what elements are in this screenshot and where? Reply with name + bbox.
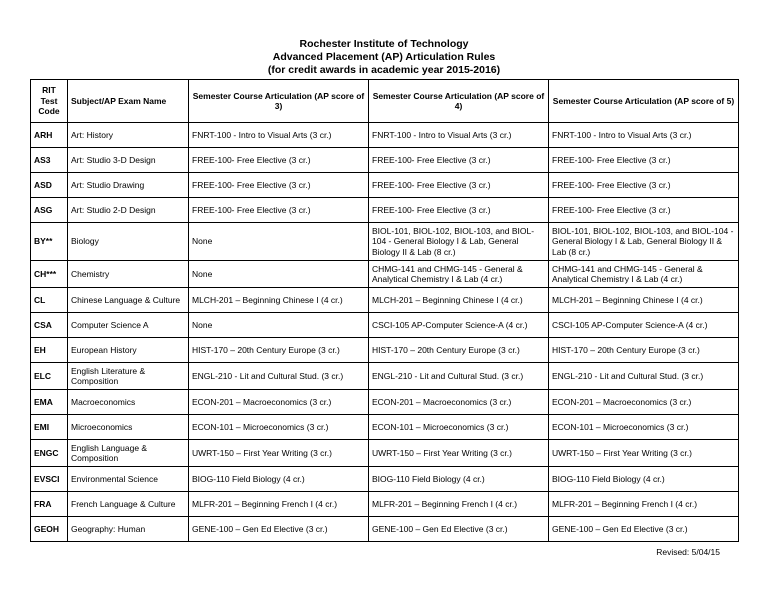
row-score-5: CHMG-141 and CHMG-145 - General & Analytical Chemistry I & Lab (4 cr.) (549, 261, 739, 288)
table-row (31, 148, 739, 173)
row-score-5: BIOL-101, BIOL-102, BIOL-103, and BIOL-104 - General Biology I & Lab, General Biology II & Lab (8 cr.) (549, 223, 739, 261)
row-code: CH*** (31, 261, 68, 288)
row-score-5: FREE-100- Free Elective (3 cr.) (549, 198, 739, 223)
row-code: ENGC (31, 440, 68, 467)
row-subject: Art: Studio Drawing (68, 173, 189, 198)
table-body (31, 123, 739, 542)
row-score-3: FREE-100- Free Elective (3 cr.) (189, 173, 369, 198)
table-row (31, 492, 739, 517)
table-row (31, 440, 739, 467)
row-code: ELC (31, 363, 68, 390)
row-code: AS3 (31, 148, 68, 173)
row-code: EH (31, 338, 68, 363)
row-score-5: ECON-201 – Macroeconomics (3 cr.) (549, 390, 739, 415)
row-score-3: UWRT-150 – First Year Writing (3 cr.) (189, 440, 369, 467)
table-row (31, 415, 739, 440)
row-score-5: BIOG-110 Field Biology (4 cr.) (549, 467, 739, 492)
row-score-4: ECON-201 – Macroeconomics (3 cr.) (369, 390, 549, 415)
row-score-5: CSCI-105 AP-Computer Science-A (4 cr.) (549, 313, 739, 338)
row-score-4: FNRT-100 - Intro to Visual Arts (3 cr.) (369, 123, 549, 148)
row-subject: French Language & Culture (68, 492, 189, 517)
row-subject: Chinese Language & Culture (68, 288, 189, 313)
row-code: GEOH (31, 517, 68, 542)
table-row (31, 223, 739, 261)
row-score-5: ECON-101 – Microeconomics (3 cr.) (549, 415, 739, 440)
row-subject: Art: Studio 2-D Design (68, 198, 189, 223)
table-row (31, 173, 739, 198)
row-subject: Chemistry (68, 261, 189, 288)
row-score-3: BIOG-110 Field Biology (4 cr.) (189, 467, 369, 492)
table-row (31, 198, 739, 223)
table-row (31, 123, 739, 148)
document-title: Rochester Institute of Technology (299, 38, 469, 50)
row-score-3: None (189, 261, 369, 288)
row-score-4: ENGL-210 - Lit and Cultural Stud. (3 cr.) (369, 363, 549, 390)
row-score-3: FREE-100- Free Elective (3 cr.) (189, 198, 369, 223)
row-subject: Computer Science A (68, 313, 189, 338)
row-subject: Biology (68, 223, 189, 261)
row-score-5: MLCH-201 – Beginning Chinese I (4 cr.) (549, 288, 739, 313)
table-row (31, 390, 739, 415)
header-score-4: Semester Course Articulation (AP score of 4) (369, 80, 549, 123)
row-score-3: ECON-101 – Microeconomics (3 cr.) (189, 415, 369, 440)
articulation-table (30, 79, 739, 542)
table-header-row (31, 80, 739, 123)
row-code: EMA (31, 390, 68, 415)
document-subtitle: Advanced Placement (AP) Articulation Rules (272, 51, 496, 63)
row-subject: European History (68, 338, 189, 363)
row-score-4: CSCI-105 AP-Computer Science-A (4 cr.) (369, 313, 549, 338)
row-code: BY** (31, 223, 68, 261)
row-score-3: HIST-170 – 20th Century Europe (3 cr.) (189, 338, 369, 363)
row-score-4: ECON-101 – Microeconomics (3 cr.) (369, 415, 549, 440)
row-score-4: CHMG-141 and CHMG-145 - General & Analytical Chemistry I & Lab (4 cr.) (369, 261, 549, 288)
table-row (31, 313, 739, 338)
row-score-3: ENGL-210 - Lit and Cultural Stud. (3 cr.) (189, 363, 369, 390)
row-score-5: UWRT-150 – First Year Writing (3 cr.) (549, 440, 739, 467)
row-score-5: ENGL-210 - Lit and Cultural Stud. (3 cr.) (549, 363, 739, 390)
header-subject: Subject/AP Exam Name (68, 80, 189, 123)
table-row (31, 467, 739, 492)
row-score-5: MLFR-201 – Beginning French I (4 cr.) (549, 492, 739, 517)
row-score-4: UWRT-150 – First Year Writing (3 cr.) (369, 440, 549, 467)
row-score-3: None (189, 223, 369, 261)
row-score-5: HIST-170 – 20th Century Europe (3 cr.) (549, 338, 739, 363)
row-subject: Art: History (68, 123, 189, 148)
row-score-4: FREE-100- Free Elective (3 cr.) (369, 173, 549, 198)
table-row (31, 363, 739, 390)
row-score-4: FREE-100- Free Elective (3 cr.) (369, 148, 549, 173)
header-test-code: RIT Test Code (31, 80, 68, 123)
row-code: ARH (31, 123, 68, 148)
row-subject: Microeconomics (68, 415, 189, 440)
row-score-4: HIST-170 – 20th Century Europe (3 cr.) (369, 338, 549, 363)
row-score-4: FREE-100- Free Elective (3 cr.) (369, 198, 549, 223)
row-subject: Geography: Human (68, 517, 189, 542)
row-code: ASD (31, 173, 68, 198)
row-code: EVSCI (31, 467, 68, 492)
table-row (31, 338, 739, 363)
row-score-5: FREE-100- Free Elective (3 cr.) (549, 173, 739, 198)
row-code: EMI (31, 415, 68, 440)
row-subject: Environmental Science (68, 467, 189, 492)
header-score-5: Semester Course Articulation (AP score of 5) (549, 80, 739, 123)
row-score-3: MLCH-201 – Beginning Chinese I (4 cr.) (189, 288, 369, 313)
row-score-4: MLFR-201 – Beginning French I (4 cr.) (369, 492, 549, 517)
row-score-3: MLFR-201 – Beginning French I (4 cr.) (189, 492, 369, 517)
row-score-5: FNRT-100 - Intro to Visual Arts (3 cr.) (549, 123, 739, 148)
row-score-4: GENE-100 – Gen Ed Elective (3 cr.) (369, 517, 549, 542)
row-subject: Art: Studio 3-D Design (68, 148, 189, 173)
row-code: CSA (31, 313, 68, 338)
row-subject: English Literature & Composition (68, 363, 189, 390)
table-row (31, 517, 739, 542)
row-score-5: GENE-100 – Gen Ed Elective (3 cr.) (549, 517, 739, 542)
row-score-3: GENE-100 – Gen Ed Elective (3 cr.) (189, 517, 369, 542)
table-row (31, 261, 739, 288)
row-subject: English Language & Composition (68, 440, 189, 467)
row-code: ASG (31, 198, 68, 223)
row-subject: Macroeconomics (68, 390, 189, 415)
table-row (31, 288, 739, 313)
row-score-4: MLCH-201 – Beginning Chinese I (4 cr.) (369, 288, 549, 313)
row-score-3: FREE-100- Free Elective (3 cr.) (189, 148, 369, 173)
row-score-3: FNRT-100 - Intro to Visual Arts (3 cr.) (189, 123, 369, 148)
revised-date: Revised: 5/04/15 (656, 547, 720, 557)
row-score-4: BIOG-110 Field Biology (4 cr.) (369, 467, 549, 492)
header-score-3: Semester Course Articulation (AP score of 3) (189, 80, 369, 123)
row-code: FRA (31, 492, 68, 517)
row-score-3: None (189, 313, 369, 338)
academic-year-note: (for credit awards in academic year 2015-2016) (267, 64, 501, 76)
row-score-3: ECON-201 – Macroeconomics (3 cr.) (189, 390, 369, 415)
row-code: CL (31, 288, 68, 313)
row-score-5: FREE-100- Free Elective (3 cr.) (549, 148, 739, 173)
row-score-4: BIOL-101, BIOL-102, BIOL-103, and BIOL-104 - General Biology I & Lab, General Biology II & Lab (8 cr.) (369, 223, 549, 261)
